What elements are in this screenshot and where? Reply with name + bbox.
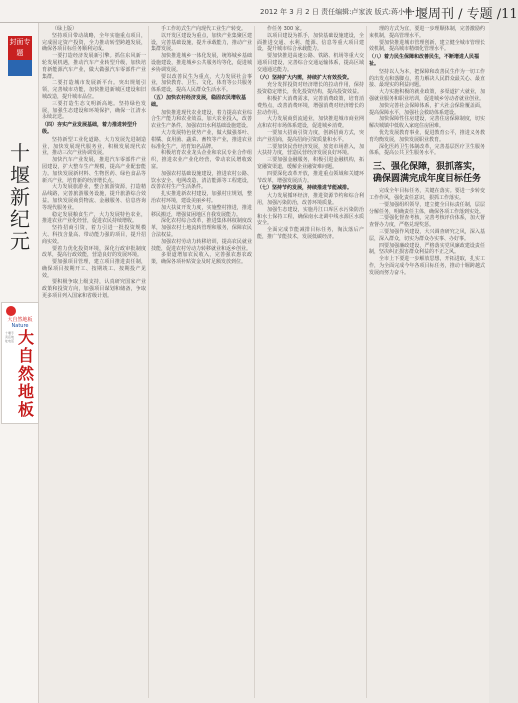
subsection-heading: （五）加快农村经济发展，稳固农民增收基础。: [151, 94, 247, 108]
paragraph: 加强农村劳动力转移培训，提高农民就业技能，促进农村劳动力转移就业和返乡创业。: [151, 238, 252, 252]
article-column-3: [257, 26, 364, 698]
vertical-title-char: 大: [17, 328, 34, 347]
paragraph: 加快推进现代农业建设，着力提高农业综合生产能力和农业效益。加大农业投入，改善农业生产条件，加强农田水利基础设施建设。: [151, 109, 252, 130]
article-column-4: [369, 26, 485, 698]
paragraph: 深化医药卫生体制改革，完善基层医疗卫生服务体系，提高公共卫生服务水平。: [369, 143, 485, 157]
paragraph: 加快完善社会保障体系，扩大社会保险覆盖面，提高保障水平，加强社会救助体系建设。: [369, 102, 485, 116]
paragraph: 一要打造经济发展新引擎。抓住东风新一轮发展机遇，推动汽车产业转型升级，加快培育新能源汽车产业，做大做强汽车零部件产业集群。: [42, 53, 146, 80]
vertical-title-char: 十: [10, 141, 30, 165]
paragraph: 完成全年目标任务，关键在落实。要进一步转变工作作风，强化责任意识，狠抓工作落实。: [369, 188, 485, 201]
vertical-title-char: 板: [17, 400, 34, 419]
paragraph: 加大扶贫开发力度，实施整村推进，推进移民搬迁，增强贫困地区自我发展能力。: [151, 204, 252, 218]
ad-vertical-title: [15, 329, 37, 419]
paragraph: 作任务 300 家。: [267, 26, 305, 32]
paragraph: 大力发展循环经济，推进资源节约和综合利用，加强污染防治，改善环境质量。: [257, 193, 364, 206]
ad-brand-cn: 大自然地板: [7, 317, 33, 323]
paragraph: 大力发展旅游业，整合旅游资源，打造精品线路，完善旅游服务设施，提升旅游综合效益。加快发展商贸物流、金融服务、信息咨询等现代服务业。: [42, 184, 146, 211]
paragraph: 三要加强作风建设，大兴调查研究之风，深入基层，深入群众，切实为群众办实事、办好事。: [369, 228, 485, 242]
paragraph: 要加强项目管理，建立项目推进责任制，确保项目按期开工、按期竣工、按期投产见效。: [42, 259, 146, 279]
vertical-title-char: 新: [10, 185, 30, 209]
vertical-title-char: 地: [17, 382, 34, 401]
paragraph: 优先发展教育事业，促进教育公平，推进义务教育均衡发展，加快发展职业教育。: [369, 129, 485, 143]
paragraph: 深化农村综合改革，推进集体林权制度改革，加强农村土地流转管理和服务，保障农民合法权益。: [151, 218, 252, 238]
paragraph: 大力发展特色优势产业，做大做强茶叶、柑橘、食用菌、蔬菜、畜牧等产业，推进农业标准化生产，培育知名品牌。: [151, 129, 252, 150]
vertical-title-char: 然: [17, 364, 34, 383]
topic-badge-secondary: [8, 60, 32, 76]
subsection-heading: （八）着力民生保障和改善民生，不断增进人民福祉。: [369, 54, 480, 67]
vertical-title-char: 纪: [10, 207, 30, 231]
advertisement: [1, 302, 39, 424]
paragraph: 三要加强金融服务，积极引进金融机构，拓宽融资渠道，缓解企业融资难问题。: [257, 157, 364, 170]
paragraph: 加快保障性住房建设，完善住房保障制度，切实解决城镇中低收入家庭住房困难。: [369, 116, 485, 130]
paragraph: 要加快推进城市管理创新，建立健全城市管理长效机制，提高城市精细化管理水平。: [369, 39, 485, 53]
paragraph: 四要加强廉政建设，严格落实党风廉政建设责任制，坚决纠正损害群众利益的不正之风。: [369, 242, 485, 256]
paragraph: 大力发展商贸流通业，加快推进城市商业网点和农村市场体系建设，促进城乡消费。: [257, 116, 364, 130]
paragraph: 积极扩大消费需求，完善消费政策，培育消费热点，改善消费环境，增强消费对经济增长的拉动作用。: [257, 95, 364, 116]
paragraph: 加强农村基础设施建设，推进农村公路、饮水安全、电网改造、清洁能源等工程建设，改善农村生产生活条件。: [151, 170, 252, 191]
section-heading: 三、强化保障，狠抓落实，确保圆满完成年度目标任务: [372, 162, 481, 185]
paragraph: 积极培育农业龙头企业和农民专业合作组织，推进农业产业化经营，带动农民增收致富。: [151, 150, 252, 170]
paragraph: 要积极争取上级支持，认真研究国家产业政策和投资方向，加强项目谋划和储备，争取更多项目列入国家和省级计划。: [42, 279, 146, 300]
paragraph: 一要加强组织领导，建立健全目标责任制，层层分解任务，明确责任主体，确保各项工作落到实处。: [369, 201, 485, 215]
paragraph: 要着力优化投资环境，深化行政审批制度改革，提高行政效能，营造良好的发展环境。: [42, 245, 146, 259]
paragraph: 二要强化督查考核，完善考核评价体系，加大督查督办力度，严格兑现奖惩。: [369, 215, 485, 229]
paragraph: 四要深化改革开放，推进重点领域和关键环节改革，增强发展活力。: [257, 170, 364, 184]
paragraph: 理的方式为宜，要进一步理顺体制，完善激励约束机制，提高管理水平。: [369, 26, 485, 39]
paragraph: 一要加大招商引资力度，创新招商方式，突出产业招商，提高招商引资质量和水平。: [257, 129, 364, 143]
paragraph: 以开发区建设为重点，加快产业集聚区建设，完善基础设施，提升承载能力，推动产业集群发展。: [151, 32, 252, 53]
paragraph: 二要加快民营经济发展，放宽市场准入，加大扶持力度，营造民营经济发展良好环境。: [257, 143, 364, 157]
page-header: [0, 0, 518, 23]
paragraph: 全市上下要进一步解放思想，开拓进取，扎实工作，为全面完成今年各项目标任务，推动十堰跨越式发展而努力奋斗。: [369, 256, 485, 276]
column-divider: [366, 26, 367, 698]
column-divider: [148, 26, 149, 698]
article-column-1: [42, 26, 146, 698]
paragraph: 坚持招商引资，着力引进一批投资规模大、科技含量高、带动能力强的项目，提升招商实效。: [42, 225, 146, 245]
paragraph: 坚持项目带动战略，全年实施重点项目，完成固定资产投资，全力推动转型跨越发展，确保各项目标任务顺利完成。: [42, 32, 146, 53]
vertical-title-char: 堰: [10, 163, 30, 187]
paragraph: 稳定发展粮食生产，大力发展特色农业，推进农业产业化经营，促进农民持续增收。: [42, 211, 146, 225]
subsection-heading: （六）坚持扩大内需，持续扩大有效投资。: [257, 74, 353, 81]
paragraph: 全面完成节能减排目标任务，淘汰落后产能，推广节能技术，发展低碳经济。: [257, 227, 364, 240]
header-section-title: 十堰周刊 / 专题 /11: [402, 7, 518, 22]
header-date-info: 2012 年 3 月 2 日 责任编辑:卢家波 版式:蒋小艳: [260, 8, 413, 16]
brand-logo-icon: [6, 306, 16, 316]
paragraph: 大力实施积极的就业政策，多渠道扩大就业，加强就业服务和职业培训，促进城乡劳动者就业创业。: [369, 89, 485, 102]
paragraph: 充分发挥投资对经济增长的拉动作用，保持投资稳定增长，优化投资结构，提高投资效益。: [257, 82, 364, 96]
subsection-heading: （四）夯实产业发展基础，着力推进转型升级。: [42, 122, 138, 135]
ad-fine-print: 十堰专卖店地址电话: [5, 331, 15, 343]
paragraph: 要以改善民生为重点，大力发展社会事业，加快教育、卫生、文化、体育等公共服务体系建设，提高人民群众生活水平。: [151, 73, 252, 94]
paragraph: 以项目建设为抓手，加快基础设施建设，全面推进交通、水利、能源、信息等重大项目建设，提升城市综合承载能力。: [257, 32, 364, 53]
column-divider: [254, 26, 255, 698]
paragraph: 扎实推进新农村建设，加强村庄规划，整治农村环境，建设美丽乡村。: [151, 191, 252, 204]
paragraph: 加强生态建设，实施丹江口库区水污染防治和水土保持工程，确保南水北调中线水源区水质安全。: [257, 206, 364, 227]
topic-badge: 封面专题: [8, 36, 32, 60]
paragraph: 多渠道增加农民收入，完善强农惠农政策，确保各项补贴资金及时足额发放到位。: [151, 252, 252, 266]
paragraph: 三要打造生态文明新高地。坚持绿色发展，加强生态建设和环境保护，确保一江清水永续北送。: [42, 100, 146, 121]
paragraph: 加快推进城乡一体化发展，统筹城乡基础设施建设，推进城乡公共服务均等化，促进城乡协调发展。: [151, 53, 252, 73]
paragraph: 加快汽车产业发展，推进汽车零部件产业园建设，扩大整车生产规模，提高产业配套能力。加快发展新材料、生物医药、绿色食品等新兴产业，培育新的经济增长点。: [42, 157, 146, 184]
paragraph: 坚持以人为本，把保障和改善民生作为一切工作的出发点和落脚点，着力解决人民群众最关心、最直接、最现实的利益问题。: [369, 68, 485, 89]
vertical-title-char: 元: [10, 229, 30, 253]
subsection-heading: （七）坚持节约发展，持续推进节能减排。: [257, 185, 353, 192]
paragraph: （绿上版）: [52, 26, 78, 32]
paragraph: 二要打造城市发展新平台。突出规划引领，完善城市功能，加快推进新城区建设和旧城改造，提升城市品位。: [42, 80, 146, 100]
ad-brand-en: Nature: [11, 323, 29, 329]
vertical-title: [8, 142, 32, 252]
vertical-title-char: 自: [17, 346, 34, 365]
article-column-2: [151, 26, 252, 698]
paragraph: 手工作坊式生产向现代工业生产转变。: [161, 26, 247, 32]
paragraph: 坚持新型工业化道路，大力发展先进制造业，加快发展现代服务业，积极发展现代农业，推动三次产业协调发展。: [42, 136, 146, 157]
paragraph: 要加快推进高速公路、铁路、机场等重大交通项目建设，完善综合交通运输体系，提高区域交通通达能力。: [257, 53, 364, 73]
